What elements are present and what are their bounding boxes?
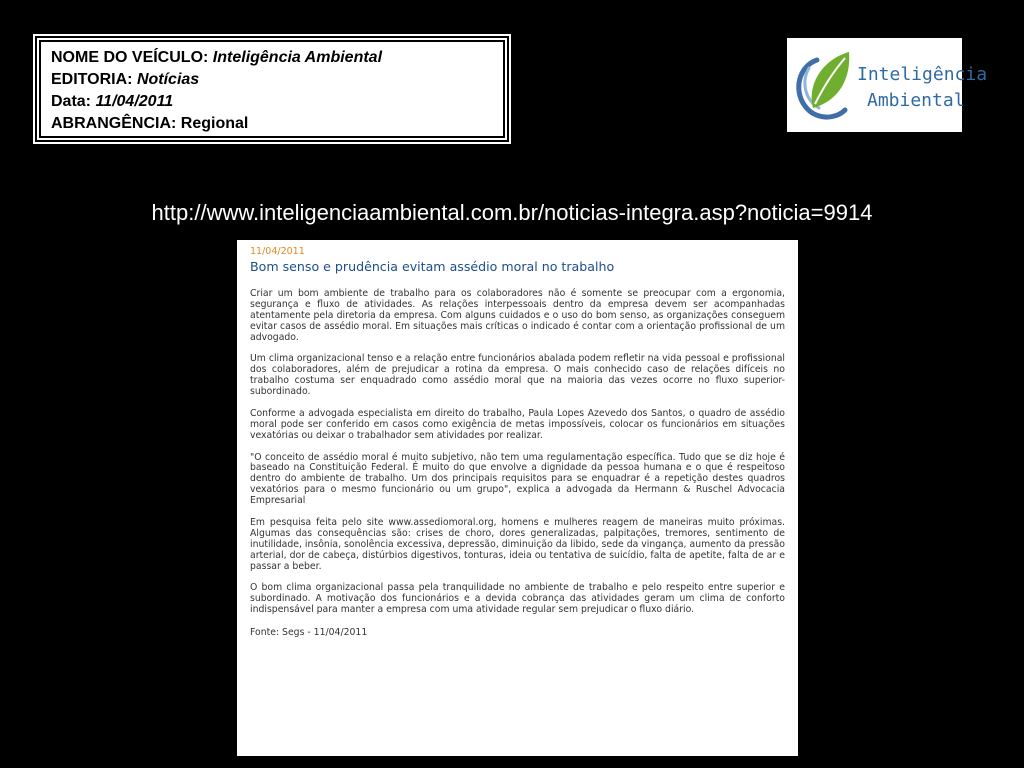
vehicle-value: Inteligência Ambiental bbox=[212, 49, 383, 66]
date-label: Data: bbox=[51, 93, 92, 110]
logo-text-line2: Ambiental bbox=[867, 90, 965, 111]
date-value: 11/04/2011 bbox=[95, 93, 174, 110]
clipping-info-inner bbox=[39, 40, 505, 138]
vehicle-line bbox=[51, 47, 493, 69]
article-clipping bbox=[237, 240, 798, 756]
article-source: Fonte: Segs - 11/04/2011 bbox=[250, 627, 368, 638]
article-paragraph-6: O bom clima organizacional passa pela tranquilidade no ambiente de trabalho e pelo respeito entre superior e subordinado. A motivação dos funcionários e a devida cobrança das atividades geram um clima de conforto indispensável para manter a empresa com uma atividade regular sem prejudicar o fluxo diário. bbox=[250, 582, 785, 616]
article-paragraph-3: Conforme a advogada especialista em direito do trabalho, Paula Lopes Azevedo dos Santos, o quadro de assédio moral pode ser conferido em casos como exigência de metas impossíveis, colocar os funcionários em situações vexatórias ou deixar o trabalhador sem atividades por realizar. bbox=[250, 407, 785, 441]
logo-graphic bbox=[787, 38, 988, 132]
article-paragraph-4: "O conceito de assédio moral é muito subjetivo, não tem uma regulamentação específica. Tudo que se diz hoje é baseado na Constituição Federal. É muito do que envolve a dignidade da pessoa humana e o que é respeitoso dentro do ambiente de trabalho. Um dos principais requisitos para se enquadrar é a repetição destes quadros vexatórios para o mesmo funcionário ou um grupo", explica a advogada da Hermann & Ruschel Advocacia Empresarial bbox=[250, 451, 785, 507]
article-paragraph-5: Em pesquisa feita pelo site www.assediomoral.org, homens e mulheres reagem de maneiras muito próximas. Algumas das consequências são: crises de choro, dores generalizadas, palpitações, tremores, sentimento de inutilidade, insônia, sonolência excessiva, depressão, diminuição da libido, sede da vingança, aumento da pressão arterial, dor de cabeça, distúrbios digestivos, tonturas, ideia ou tentativa de suicídio, falta de apetite, falta de ar e passar a beber. bbox=[250, 516, 785, 572]
section-value: Notícias bbox=[136, 71, 200, 88]
source-url: http://www.inteligenciaambiental.com.br/noticias-integra.asp?noticia=9914 bbox=[151, 200, 873, 225]
scope-label: ABRANGÊNCIA: bbox=[51, 115, 177, 132]
logo-text-line1: Inteligência bbox=[857, 64, 988, 85]
section-line bbox=[51, 69, 493, 91]
clipping-info-box bbox=[35, 36, 509, 142]
article-title: Bom senso e prudência evitam assédio moral no trabalho bbox=[250, 259, 615, 274]
article-paragraph-1: Criar um bom ambiente de trabalho para os colaboradores não é somente se preocupar com a ergonomia, segurança e fluxo de atividades. As relações interpessoais dentro da empresa devem ser acompanhadas atentamente pela diretoria da empresa. Com alguns cuidados e o uso do bom senso, as organizações conseguem evitar casos de assédio moral. Em situações mais críticas o indicado é contar com a orientação profissional de um advogado. bbox=[250, 288, 785, 343]
scope-value: Regional bbox=[180, 115, 249, 132]
article-paragraph-2: Um clima organizacional tenso e a relação entre funcionários abalada podem refletir na vida pessoal e profissional dos colaboradores, além de prejudicar a rotina da empresa. O mais conhecido caso de relações difíceis no trabalho costuma ser enquadrado como assédio moral que na maioria das vezes ocorre no fluxo superior-subordinado. bbox=[250, 353, 785, 398]
section-label: EDITORIA: bbox=[51, 71, 133, 88]
scope-line bbox=[51, 113, 493, 135]
date-line bbox=[51, 91, 493, 113]
article-date: 11/04/2011 bbox=[250, 246, 305, 257]
inteligencia-ambiental-logo bbox=[787, 38, 988, 132]
vehicle-label: NOME DO VEÍCULO: bbox=[51, 49, 209, 66]
